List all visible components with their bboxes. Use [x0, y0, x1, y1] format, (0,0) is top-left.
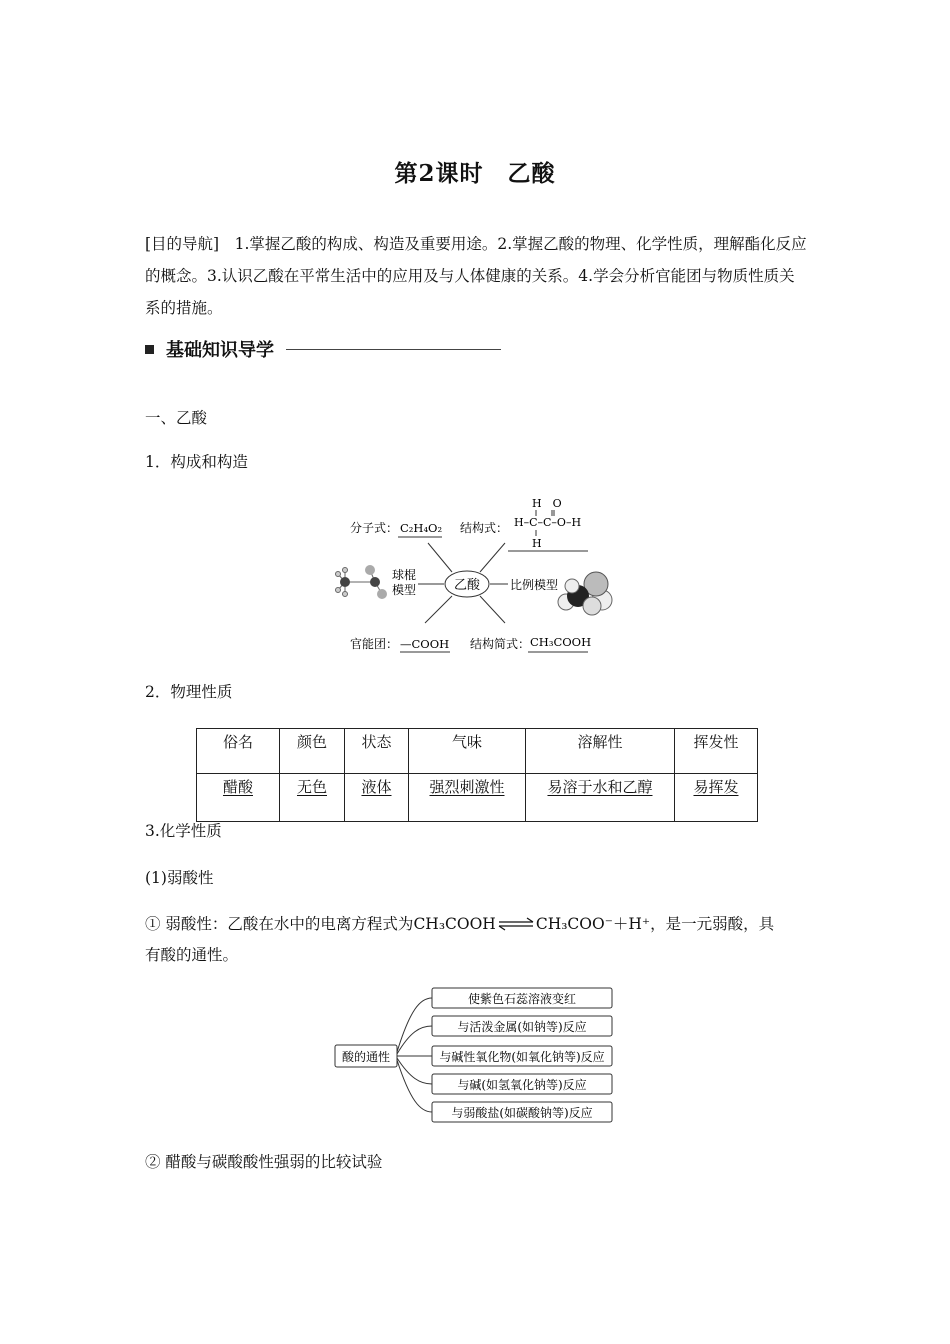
table-cell: 无色: [280, 774, 345, 822]
heading-compare-experiment: ② 醋酸与碳酸酸性强弱的比较试验: [145, 1153, 383, 1171]
section-rule: [286, 349, 501, 350]
physical-properties-table: [196, 728, 758, 822]
weak-acid-text-1: ① 弱酸性：乙酸在水中的电离方程式为: [145, 915, 414, 933]
equation-right: CH₃COO⁻＋H⁺: [535, 915, 651, 933]
acid-item-label: 与碱性氧化物(如氧化钠等)反应: [439, 1050, 605, 1064]
structural-label: 结构式：: [460, 521, 509, 535]
functional-label: 官能团：: [350, 637, 399, 651]
structure-diagram: [330, 490, 630, 660]
table-cell: 强烈刺激性: [409, 774, 526, 822]
acid-item-label: 与活泼金属(如钠等)反应: [457, 1020, 587, 1034]
acid-item-label: 使紫色石蕊溶液变红: [467, 992, 577, 1006]
acid-connectors: [397, 998, 432, 1112]
heading-chemical: 3.化学性质: [145, 822, 222, 840]
equation-left: CH₃COOH: [413, 915, 496, 933]
space-filling-model-icon: [558, 572, 612, 615]
table-cell: 液体: [345, 774, 409, 822]
heading-composition: 1．构成和构造: [145, 453, 248, 471]
weak-acid-sentence: [145, 913, 774, 935]
heading-weak-acid: (1)弱酸性: [145, 869, 214, 887]
simple-label: 结构简式：: [470, 637, 531, 651]
acid-item-label: 与弱酸盐(如碳酸钠等)反应: [451, 1106, 593, 1120]
section-title: 基础知识导学: [166, 340, 274, 361]
acid-properties-diagram: [330, 980, 630, 1130]
table-header-row: [197, 729, 758, 774]
functional-value: —COOH: [400, 637, 450, 651]
acid-center-label: 酸的通性: [341, 1050, 391, 1064]
table-header-cell: 气味: [409, 729, 526, 774]
learning-objectives: [目的导航] 1.掌握乙酸的构成、构造及重要用途。2.掌握乙酸的物理、化学性质，理解酯化反应的概念。3.认识乙酸在平常生活中的应用及与人体健康的关系。4.学会分析官能团与物质性质关系的措施。: [145, 235, 807, 317]
struct-formula-bot: H: [532, 537, 542, 550]
table-header-cell: 状态: [345, 729, 409, 774]
struct-formula-top: H O: [532, 497, 562, 510]
equilibrium-arrow-icon: [497, 917, 535, 931]
ball-model-label-1: 球棍: [392, 568, 417, 582]
ball-stick-model-icon: [336, 565, 388, 599]
acid-item-label: 与碱(如氢氧化钠等)反应: [457, 1078, 587, 1092]
page-title: 第2课时 乙酸: [394, 160, 556, 187]
section-header: [145, 336, 501, 362]
table-row: [197, 774, 758, 822]
struct-formula-mid: H–C–C–O–H: [514, 516, 582, 529]
center-label: 乙酸: [453, 578, 481, 593]
table-cell: 易挥发: [675, 774, 758, 822]
table-cell: 易溶于水和乙醇: [526, 774, 675, 822]
weak-acid-text-3: 有酸的通性。: [145, 946, 239, 964]
section-square-icon: [145, 345, 154, 354]
table-header-cell: 溶解性: [526, 729, 675, 774]
simple-value: CH₃COOH: [530, 635, 592, 649]
heading-acetic-acid: 一、乙酸: [145, 409, 208, 427]
scale-model-label: 比例模型: [510, 578, 559, 592]
table-header-cell: 俗名: [197, 729, 280, 774]
table-header-cell: 挥发性: [675, 729, 758, 774]
weak-acid-text-2: ，是一元弱酸，具: [650, 915, 775, 933]
table-header-cell: 颜色: [280, 729, 345, 774]
molecular-value: C₂H₄O₂: [400, 521, 443, 535]
molecular-label: 分子式：: [350, 521, 399, 535]
table-cell: 醋酸: [197, 774, 280, 822]
ball-model-label-2: 模型: [392, 583, 417, 597]
heading-physical: 2．物理性质: [145, 683, 233, 701]
